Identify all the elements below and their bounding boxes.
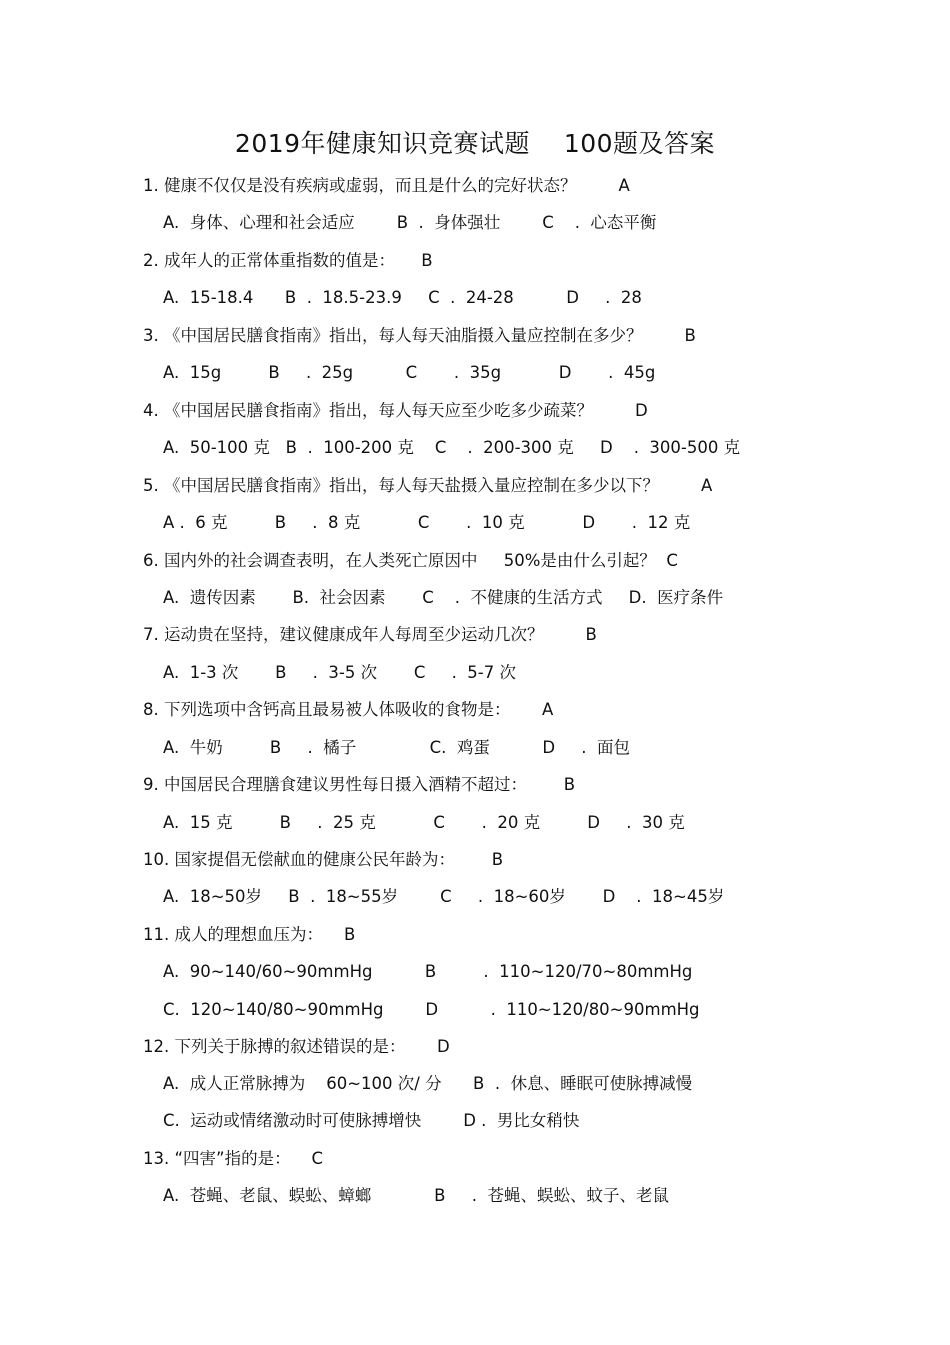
- options-7: A. 1-3 次 B . 3-5 次 C . 5-7 次: [163, 663, 517, 682]
- question-5: 5. 《中国居民膳食指南》指出，每人每天盐摄入量应控制在多少以下？ A: [143, 476, 713, 495]
- options-12a: A. 成人正常脉搏为 60~100 次/ 分 B . 休息、睡眠可使脉搏减慢: [163, 1074, 693, 1093]
- options-4: A. 50-100 克 B . 100-200 克 C . 200-300 克 D . 300-500 克: [163, 438, 741, 457]
- question-1: 1. 健康不仅仅是没有疾病或虚弱，而且是什么的完好状态？ A: [143, 176, 630, 195]
- options-5: A . 6 克 B . 8 克 C . 10 克 D . 12 克: [163, 513, 691, 532]
- options-2: A. 15-18.4 B . 18.5-23.9 C . 24-28 D . 28: [163, 288, 642, 307]
- question-11: 11. 成人的理想血压为： B: [143, 925, 356, 944]
- question-12: 12. 下列关于脉搏的叙述错误的是： D: [143, 1037, 450, 1056]
- options-9: A. 15 克 B . 25 克 C . 20 克 D . 30 克: [163, 813, 685, 832]
- options-3: A. 15g B . 25g C . 35g D . 45g: [163, 363, 656, 382]
- options-10: A. 18~50岁 B . 18~55岁 C . 18~60岁 D . 18~45岁: [163, 887, 725, 906]
- question-2: 2. 成年人的正常体重指数的值是： B: [143, 251, 433, 270]
- page-title: 2019年健康知识竞赛试题 100题及答案: [234, 129, 716, 158]
- question-13: 13. “四害”指的是： C: [143, 1149, 324, 1168]
- options-8: A. 牛奶 B . 橘子 C. 鸡蛋 D . 面包: [163, 738, 631, 757]
- question-6: 6. 国内外的社会调查表明，在人类死亡原因中 50%是由什么引起？ C: [143, 551, 678, 570]
- question-4: 4. 《中国居民膳食指南》指出，每人每天应至少吃多少疏菜？ D: [143, 401, 648, 420]
- options-1: A. 身体、心理和社会适应 B . 身体强壮 C . 心态平衡: [163, 213, 657, 232]
- options-11b: C. 120~140/80~90mmHg D . 110~120/80~90mmHg: [163, 1000, 700, 1019]
- options-11a: A. 90~140/60~90mmHg B . 110~120/70~80mmHg: [163, 962, 693, 981]
- question-9: 9. 中国居民合理膳食建议男性每日摄入酒精不超过： B: [143, 775, 576, 794]
- options-12b: C. 运动或情绪激动时可使脉搏增快 D . 男比女稍快: [163, 1111, 580, 1130]
- question-10: 10. 国家提倡无偿献血的健康公民年龄为： B: [143, 850, 504, 869]
- question-7: 7. 运动贵在坚持，建议健康成年人每周至少运动几次？ B: [143, 625, 597, 644]
- question-8: 8. 下列选项中含钙高且最易被人体吸收的食物是： A: [143, 700, 554, 719]
- question-3: 3. 《中国居民膳食指南》指出，每人每天油脂摄入量应控制在多少？ B: [143, 326, 696, 345]
- options-13: A. 苍蝇、老鼠、蜈蚣、蟑螂 B . 苍蝇、蜈蚣、蚊子、老鼠: [163, 1186, 669, 1205]
- options-6: A. 遗传因素 B. 社会因素 C . 不健康的生活方式 D. 医疗条件: [163, 588, 724, 607]
